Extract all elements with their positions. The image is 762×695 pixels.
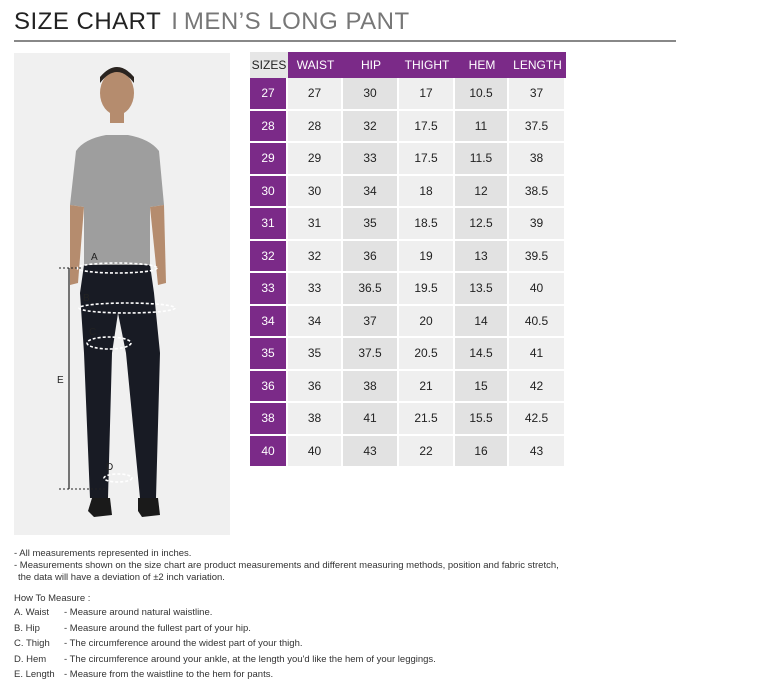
table-header-row [250, 52, 566, 78]
cell-thight: 21 [399, 371, 455, 404]
cell-waist: 40 [288, 436, 343, 469]
cell-length: 37.5 [509, 111, 566, 144]
cell-hip: 32 [343, 111, 399, 144]
cell-length: 38 [509, 143, 566, 176]
note-line: the data will have a deviation of ±2 inch variation. [18, 572, 225, 583]
cell-waist: 27 [288, 78, 343, 111]
cell-size: 33 [250, 273, 288, 306]
table-row [250, 208, 566, 241]
cell-hem: 13.5 [455, 273, 509, 306]
measurement-notes [14, 548, 559, 584]
cell-waist: 35 [288, 338, 343, 371]
cell-length: 39 [509, 208, 566, 241]
cell-hem: 15 [455, 371, 509, 404]
cell-hem: 14.5 [455, 338, 509, 371]
label-e: E [57, 375, 64, 386]
cell-thight: 17.5 [399, 111, 455, 144]
measure-description: - Measure from the waistline to the hem for pants. [64, 669, 274, 680]
cell-size: 40 [250, 436, 288, 469]
cell-size: 34 [250, 306, 288, 339]
label-c: C [89, 327, 97, 338]
cell-waist: 36 [288, 371, 343, 404]
cell-hip: 35 [343, 208, 399, 241]
cell-length: 41 [509, 338, 566, 371]
cell-size: 38 [250, 403, 288, 436]
cell-waist: 28 [288, 111, 343, 144]
cell-hip: 36.5 [343, 273, 399, 306]
cell-hip: 43 [343, 436, 399, 469]
cell-hip: 33 [343, 143, 399, 176]
cell-hem: 16 [455, 436, 509, 469]
list-item [14, 638, 436, 654]
measure-description: - Measure around natural waistline. [64, 607, 213, 618]
list-item [14, 623, 436, 639]
cell-thight: 20 [399, 306, 455, 339]
column-header-hip: HIP [343, 52, 399, 78]
cell-size: 30 [250, 176, 288, 209]
cell-hip: 34 [343, 176, 399, 209]
cell-length: 40 [509, 273, 566, 306]
table-row [250, 371, 566, 404]
table-row [250, 143, 566, 176]
cell-thight: 17.5 [399, 143, 455, 176]
how-to-measure-title: How To Measure : [14, 593, 91, 604]
cell-hem: 11 [455, 111, 509, 144]
cell-waist: 31 [288, 208, 343, 241]
cell-hem: 14 [455, 306, 509, 339]
cell-thight: 18 [399, 176, 455, 209]
cell-length: 40.5 [509, 306, 566, 339]
measure-description: - Measure around the fullest part of your hip. [64, 622, 251, 634]
chart-header [14, 8, 676, 42]
cell-size: 27 [250, 78, 288, 111]
chart-title: SIZE CHART [14, 8, 162, 35]
column-header-length: LENGTH [509, 52, 566, 78]
cell-size: 31 [250, 208, 288, 241]
cell-waist: 30 [288, 176, 343, 209]
measure-key: C. Thigh [14, 638, 50, 649]
cell-waist: 32 [288, 241, 343, 274]
cell-size: 29 [250, 143, 288, 176]
cell-hip: 37 [343, 306, 399, 339]
model-figure [14, 53, 230, 535]
table-body [250, 78, 566, 468]
list-item [14, 669, 436, 685]
size-table [250, 52, 566, 468]
cell-thight: 18.5 [399, 208, 455, 241]
cell-length: 38.5 [509, 176, 566, 209]
measure-key: E. Length [14, 669, 55, 680]
list-item [14, 654, 436, 670]
cell-hem: 12 [455, 176, 509, 209]
label-d: D [106, 462, 114, 473]
cell-hip: 30 [343, 78, 399, 111]
cell-hem: 11.5 [455, 143, 509, 176]
table-row [250, 436, 566, 469]
measure-key: B. Hip [14, 622, 40, 634]
table-row [250, 306, 566, 339]
cell-waist: 33 [288, 273, 343, 306]
cell-length: 42 [509, 371, 566, 404]
cell-thight: 17 [399, 78, 455, 111]
cell-hem: 13 [455, 241, 509, 274]
measure-key: A. Waist [14, 607, 50, 618]
model-illustration [14, 53, 230, 535]
table-row [250, 176, 566, 209]
table-row [250, 78, 566, 111]
cell-thight: 22 [399, 436, 455, 469]
cell-size: 32 [250, 241, 288, 274]
cell-thight: 20.5 [399, 338, 455, 371]
cell-length: 37 [509, 78, 566, 111]
chart-subtitle: MEN’S LONG PANT [183, 8, 410, 35]
cell-size: 36 [250, 371, 288, 404]
cell-hem: 15.5 [455, 403, 509, 436]
cell-length: 39.5 [509, 241, 566, 274]
column-header-thight: THIGHT [399, 52, 455, 78]
measure-description: - The circumference around the widest part of your thigh. [64, 638, 303, 649]
column-header-hem: HEM [455, 52, 509, 78]
cell-waist: 29 [288, 143, 343, 176]
cell-hip: 41 [343, 403, 399, 436]
cell-hem: 12.5 [455, 208, 509, 241]
cell-hem: 10.5 [455, 78, 509, 111]
label-b: B [83, 293, 90, 304]
title-separator: I [171, 8, 178, 35]
table-row [250, 338, 566, 371]
table-row [250, 111, 566, 144]
cell-thight: 19 [399, 241, 455, 274]
note-line: - Measurements shown on the size chart are product measurements and different measuring methods, position and fabric stretch, [14, 560, 559, 571]
table-row [250, 273, 566, 306]
cell-hip: 36 [343, 241, 399, 274]
table-row [250, 403, 566, 436]
how-to-measure-list [14, 607, 436, 685]
cell-thight: 21.5 [399, 403, 455, 436]
note-line: - All measurements represented in inches. [14, 548, 192, 559]
cell-size: 28 [250, 111, 288, 144]
cell-size: 35 [250, 338, 288, 371]
cell-hip: 37.5 [343, 338, 399, 371]
measure-key: D. Hem [14, 653, 47, 665]
cell-length: 43 [509, 436, 566, 469]
cell-hip: 38 [343, 371, 399, 404]
cell-waist: 34 [288, 306, 343, 339]
list-item [14, 607, 436, 623]
column-header-sizes: SIZES [250, 52, 288, 78]
measure-description: - The circumference around your ankle, at the length you'd like the hem of your leggings. [64, 653, 436, 665]
cell-waist: 38 [288, 403, 343, 436]
column-header-waist: WAIST [288, 52, 343, 78]
cell-length: 42.5 [509, 403, 566, 436]
table-row [250, 241, 566, 274]
label-a: A [91, 252, 98, 263]
cell-thight: 19.5 [399, 273, 455, 306]
